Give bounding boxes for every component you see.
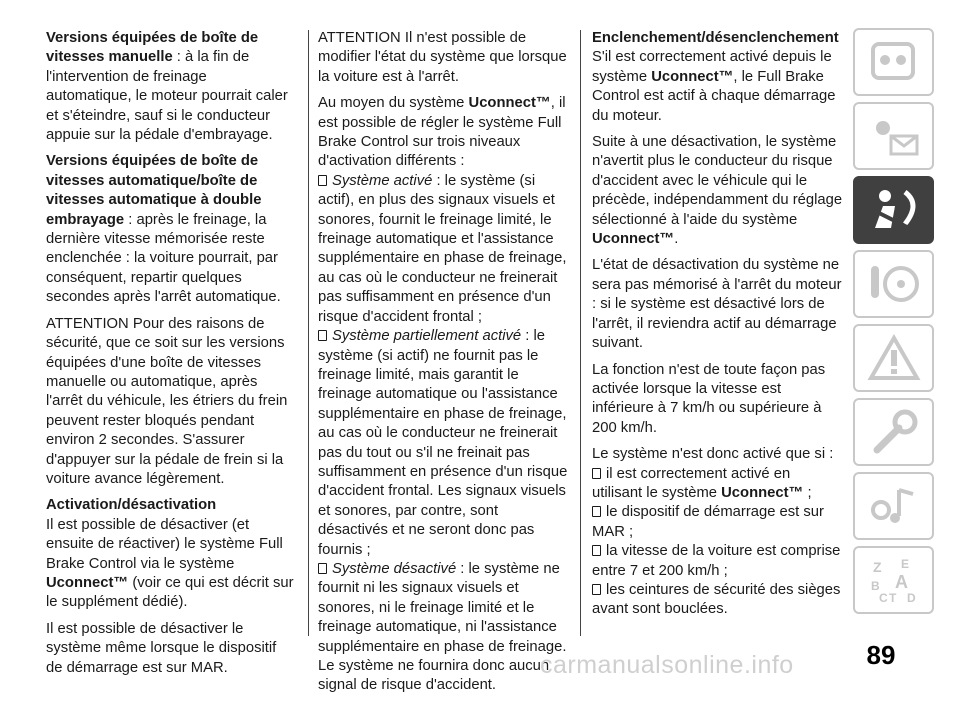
column-divider-2 — [580, 30, 581, 636]
engage-paragraph-4: La fonction n'est de toute façon pas activée lorsque la vitesse est inférieure à 7 km/h ou supérieure à 200 km/h. — [592, 361, 826, 436]
page-number: 89 — [866, 640, 896, 670]
tab-multimedia[interactable] — [853, 472, 934, 540]
attention-note-1: ATTENTION Pour des raisons de sécurité, que ce soit sur les versions équipées d'une boîte de vitesses manuelle ou automatique, après l'arrêt du véhicule, les étriers du frein peuvent rester bloqués pendant environ 2 secondes. S'assurer d'appuyer sur la pédale de frein si la voiture avance légèrement. — [46, 315, 288, 487]
chapter-sidebar — [853, 28, 934, 620]
wrench-service-icon — [865, 406, 923, 458]
emergency-triangle-icon — [865, 332, 923, 384]
bullet-icon — [592, 506, 601, 517]
activation-heading: Activation/désactivation — [46, 497, 217, 514]
bullet-icon — [318, 330, 327, 341]
conditions-intro: Le système n'est donc activé que si : — [592, 446, 834, 463]
automatic-gearbox-paragraph: Versions équipées de boîte de vitesses automatique/boîte de vitesses automatique à double embrayage : après le freinage, la dernière vitesse mémorisée reste enclenchée : la voiture pourrait, par conséquent, repartir quelques secondes après l'arrêt automatique. — [46, 153, 281, 306]
alphabetical-index-icon — [865, 554, 923, 606]
car-dashboard-icon — [865, 36, 923, 88]
bullet-system-active: Système activé : le système (si actif), en plus des signaux visuels et sonores, fournit le freinage limité, le freinage automatique et l'assistance supplémentaire en phase de freinage, au cas où le conducteur ne freinerait pas suffisamment en présence d'un risque d'accident frontal ; — [318, 172, 567, 325]
index-letter: D — [906, 591, 916, 605]
index-letter: B — [870, 579, 880, 593]
index-letter: Z — [872, 559, 882, 575]
levels-intro: Au moyen du système Uconnect™, il est possible de régler le système Full Brake Control sur trois niveaux d'activation différents : — [318, 95, 566, 170]
index-letter: A — [894, 572, 908, 592]
key-steering-icon — [865, 258, 923, 310]
activation-paragraph-2: Il est possible de désactiver le système même lorsque le dispositif de démarrage est sur MAR. — [46, 620, 277, 676]
index-letter: T — [888, 591, 896, 605]
engage-paragraph-1: S'il est correctement activé depuis le système Uconnect™, le Full Brake Control est actif à chaque démarrage du moteur. — [592, 49, 836, 124]
tab-starting-driving[interactable] — [853, 250, 934, 318]
column-1 — [46, 29, 296, 685]
safety-airbag-icon — [865, 184, 923, 236]
index-letter: E — [900, 557, 909, 571]
attention-note-2: ATTENTION Il n'est possible de modifier l'état du système que lorsque la voiture est à l'arrêt. — [318, 30, 567, 85]
column-3 — [592, 29, 844, 620]
bullet-seatbelts: les ceintures de sécurité des sièges avant sont bouclées. — [592, 581, 841, 618]
engage-heading: Enclenchement/désenclenchement — [592, 30, 839, 46]
engage-paragraph-3: L'état de désactivation du système ne sera pas mémorisé à l'arrêt du moteur : si le système est désactivé lors de l'arrêt, il reviendra actif au démarrage suivant. — [592, 257, 842, 352]
bullet-icon — [592, 584, 601, 595]
manual-gearbox-heading: Versions équipées de boîte de vitesses manuelle — [46, 30, 259, 66]
tab-warning-lights[interactable] — [853, 102, 934, 170]
bullet-speed: la vitesse de la voiture est comprise entre 7 et 200 km/h ; — [592, 543, 841, 579]
bullet-icon — [592, 545, 601, 556]
manual-gearbox-paragraph: Versions équipées de boîte de vitesses manuelle : à la fin de l'intervention de freinage automatique, le moteur pourrait caler et s'éteindre, sauf si le conducteur appuie sur la pédale d'embrayage. — [46, 30, 288, 144]
bullet-icon — [318, 563, 327, 574]
warning-lights-icon — [865, 110, 923, 162]
index-letter: C — [878, 591, 888, 605]
bullet-uconnect: il est correctement activé en utilisant le système Uconnect™ ; — [592, 465, 812, 501]
tab-safety[interactable] — [853, 176, 934, 244]
multimedia-icon — [865, 480, 923, 532]
activation-paragraph-1: Il est possible de désactiver (et ensuite de réactiver) le système Full Brake Control via le système Uconnect™ (voir ce qui est décrit sur le supplément dédié). — [46, 516, 294, 611]
bullet-system-disabled: Système désactivé : le système ne fournit ni les signaux visuels et sonores, ni le freinage limité et le freinage automatique, ni l'assistance supplémentaire en phase de freinage. Le système ne fournira donc aucun signal de risque d'accident. — [318, 560, 567, 694]
tab-emergency[interactable] — [853, 324, 934, 392]
watermark: carmanualsonline.info — [540, 651, 794, 679]
automatic-gearbox-heading: Versions équipées de boîte de vitesses automatique/boîte de vitesses automatique à double embrayage — [46, 153, 262, 228]
bullet-mar: le dispositif de démarrage est sur MAR ; — [592, 504, 824, 540]
tab-maintenance[interactable] — [853, 398, 934, 466]
column-divider-1 — [308, 30, 309, 636]
column-2 — [318, 29, 568, 703]
bullet-icon — [592, 468, 601, 479]
bullet-system-partial: Système partiellement activé : le système (si actif) ne fournit pas le freinage limité, mais garantit le freinage automatique ou l'assistance supplémentaire en phase de freinage, au cas où le conducteur ne freinerait pas du tout ou s'il ne freinait pas suffisamment en présence d'un risque d'accident frontal. Les signaux visuels et sonores, par contre, sont désactivés et ne seront donc pas fournis ; — [318, 328, 568, 558]
engage-paragraph-2: Suite à une désactivation, le système n'avertit plus le conducteur du risque d'accident avec le véhicule qui le précède, indépendamment du réglage sélectionné à l'aide du système Uconnect™. — [592, 134, 843, 248]
tab-index[interactable] — [853, 546, 934, 614]
tab-dashboard[interactable] — [853, 28, 934, 96]
bullet-icon — [318, 175, 327, 186]
